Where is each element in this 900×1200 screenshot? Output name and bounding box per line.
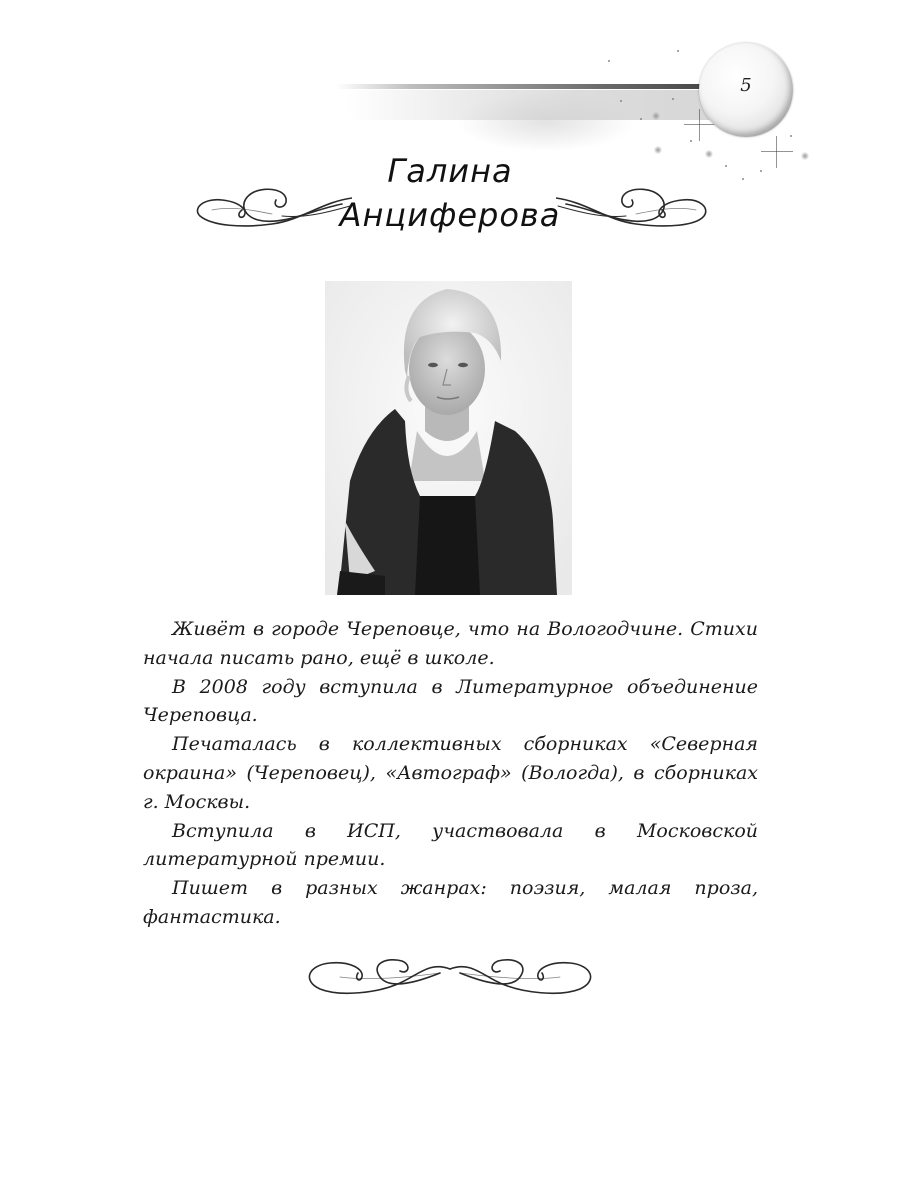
star-dot — [640, 118, 642, 120]
author-first-name: Галина — [387, 152, 513, 190]
page-number-globe — [699, 43, 793, 137]
header-light-bar — [336, 80, 716, 128]
star-dot — [690, 140, 692, 142]
bio-paragraph: Печаталась в коллективных сборниках «Северная окраина» (Череповец), «Автограф» (Вологда), в сборниках г. Москвы. — [143, 733, 758, 813]
bio-paragraph: Вступила в ИСП, участвовала в Московской литературной премии. — [143, 819, 758, 871]
right-flourish-icon — [556, 180, 708, 232]
header-bar-arc — [456, 92, 636, 152]
author-last-name: Анциферова — [339, 196, 561, 234]
bio-paragraph: В 2008 году вступила в Литературное объединение Череповца. — [143, 675, 758, 727]
star-dot — [652, 112, 660, 120]
star-dot — [608, 60, 610, 62]
footer-flourish-icon — [300, 947, 600, 1003]
star-dot — [677, 50, 679, 52]
bio-paragraph: Живёт в городе Череповце, что на Вологодчине. Стихи начала писать рано, ещё в школе. — [143, 618, 758, 669]
bio-paragraph: Пишет в разных жанрах: поэзия, малая проза, фантастика. — [143, 877, 758, 928]
author-photo — [325, 281, 572, 595]
header-bar-line — [336, 84, 716, 89]
portrait-image — [325, 281, 572, 595]
page-number: 5 — [740, 75, 752, 96]
star-dot — [620, 100, 622, 102]
star-dot — [672, 98, 674, 100]
left-flourish-icon — [192, 180, 352, 232]
author-bio — [143, 615, 758, 932]
star-dot — [790, 135, 792, 137]
